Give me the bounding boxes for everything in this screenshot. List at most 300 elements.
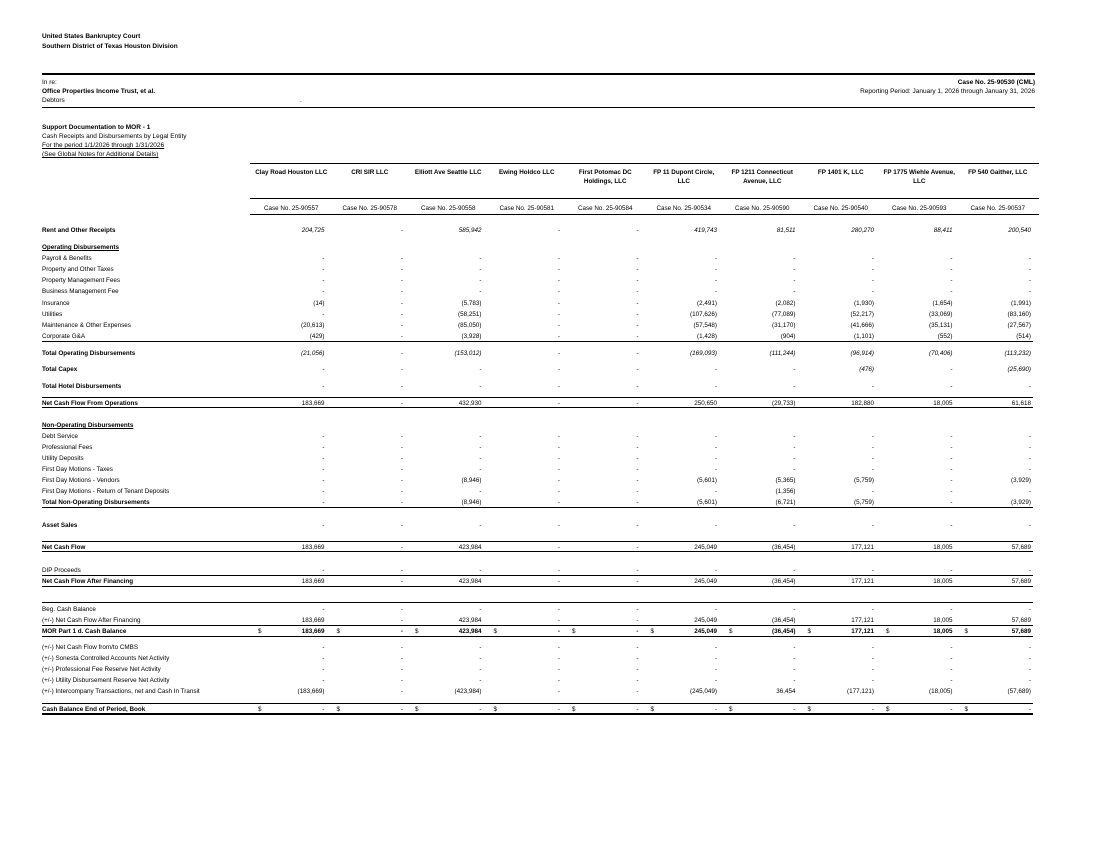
column-header-name: Ewing Holdco LLC [498, 169, 555, 176]
table-cell: 585,942 [458, 227, 482, 234]
currency-symbol: $ [493, 706, 498, 713]
table-cell: (2,082) [775, 300, 796, 307]
table-cell: - [1028, 383, 1031, 390]
table-cell: - [400, 300, 403, 307]
table-cell: (36,454) [772, 628, 796, 635]
table-rule [42, 602, 1033, 603]
table-cell: - [400, 666, 403, 673]
table-cell: - [950, 444, 953, 451]
table-cell: - [557, 455, 560, 462]
table-cell: - [793, 433, 796, 440]
table-cell: 177,121 [851, 544, 874, 551]
table-cell: - [636, 706, 639, 713]
table-cell: - [714, 706, 717, 713]
table-cell: - [950, 277, 953, 284]
table-cell: (423,984) [454, 688, 482, 695]
table-cell: (153,012) [454, 350, 482, 357]
table-cell: - [557, 628, 560, 635]
row-label: Professional Fees [42, 444, 93, 451]
table-cell: - [636, 488, 639, 495]
table-cell: - [400, 488, 403, 495]
table-cell: - [636, 277, 639, 284]
court-name: United States Bankruptcy Court [42, 33, 141, 40]
table-cell: 81,511 [776, 227, 796, 234]
table-cell: - [714, 433, 717, 440]
table-cell: - [479, 266, 482, 273]
row-label: First Day Motions - Return of Tenant Deposits [42, 488, 170, 495]
table-cell: (85,050) [458, 322, 482, 329]
table-cell: 245,049 [694, 578, 717, 585]
table-cell: (36,454) [772, 544, 796, 551]
table-cell: - [400, 400, 403, 407]
table-cell: - [871, 466, 874, 473]
table-cell: - [793, 666, 796, 673]
table-rule [42, 341, 1033, 342]
currency-symbol: $ [650, 628, 655, 635]
support-subtitle: Cash Receipts and Disbursements by Legal Entity [42, 133, 187, 140]
table-cell: - [793, 455, 796, 462]
table-cell: - [636, 383, 639, 390]
table-cell: - [636, 288, 639, 295]
table-cell: (1,654) [932, 300, 953, 307]
table-cell: (3,929) [1011, 499, 1031, 506]
table-cell: - [400, 706, 403, 713]
table-cell: 57,689 [1011, 628, 1031, 635]
table-cell: - [400, 277, 403, 284]
table-cell: - [557, 522, 560, 529]
table-cell: - [636, 522, 639, 529]
table-cell: 245,049 [694, 628, 717, 635]
table-cell: - [1028, 567, 1031, 574]
table-rule [42, 397, 1033, 398]
table-cell: - [400, 466, 403, 473]
in-re-label: In re: [42, 79, 57, 86]
table-cell: - [557, 466, 560, 473]
currency-symbol: $ [258, 628, 262, 635]
table-cell: - [950, 677, 953, 684]
table-cell: - [400, 433, 403, 440]
table-cell: - [479, 644, 482, 651]
table-cell: - [400, 644, 403, 651]
table-cell: - [793, 366, 796, 373]
table-cell: - [557, 677, 560, 684]
table-cell: - [479, 606, 482, 613]
table-cell: (96,914) [850, 350, 874, 357]
table-cell: - [1028, 455, 1031, 462]
column-header-name: FP 1211 Connecticut Avenue, LLC [731, 169, 793, 185]
table-cell: (904) [780, 333, 796, 340]
table-cell: - [557, 578, 560, 585]
table-cell: - [714, 444, 717, 451]
currency-symbol: $ [964, 706, 969, 713]
row-label: Property and Other Taxes [42, 266, 114, 273]
row-label: (+/-) Intercompany Transactions, net and Cash In Transit [42, 688, 200, 695]
table-cell: - [793, 677, 796, 684]
row-label: MOR Part 1 d. Cash Balance [42, 628, 127, 635]
table-cell: - [636, 567, 639, 574]
table-cell: 61,618 [1011, 400, 1031, 407]
column-header-name: Elliott Ave Seattle LLC [414, 169, 482, 176]
currency-symbol: $ [964, 628, 969, 635]
table-cell: - [871, 666, 874, 673]
table-cell: (1,101) [854, 333, 874, 340]
table-cell: 183,669 [301, 578, 325, 585]
table-cell: - [322, 488, 325, 495]
table-cell: - [714, 383, 717, 390]
table-cell: - [479, 288, 482, 295]
table-cell: 432,930 [458, 400, 482, 407]
table-cell: - [557, 383, 560, 390]
table-cell: - [1028, 644, 1031, 651]
table-cell: - [557, 350, 560, 357]
table-cell: (169,093) [690, 350, 717, 357]
table-cell: - [322, 477, 325, 484]
table-cell: - [636, 333, 639, 340]
table-cell: 200,540 [1008, 227, 1031, 234]
column-header-name: FP 540 Gaither, LLC [968, 169, 1028, 176]
table-cell: (1,356) [775, 488, 796, 495]
row-label: (+/-) Professional Fee Reserve Net Activity [42, 666, 161, 673]
table-cell: - [636, 606, 639, 613]
table-cell: 88,411 [933, 227, 953, 234]
table-cell: - [1028, 433, 1031, 440]
table-cell: 280,270 [851, 227, 874, 234]
table-cell: (5,365) [775, 477, 796, 484]
table-cell: - [636, 255, 639, 262]
table-cell: (2,491) [697, 300, 717, 307]
table-cell: (552) [937, 333, 953, 340]
table-cell: - [322, 444, 325, 451]
table-cell: - [557, 655, 560, 662]
row-label: Property Management Fees [42, 277, 121, 284]
table-cell: 204,725 [301, 227, 325, 234]
table-cell: - [322, 499, 325, 506]
table-cell: - [636, 350, 639, 357]
table-cell: - [400, 350, 403, 357]
table-cell: - [793, 277, 796, 284]
table-cell: (33,069) [929, 311, 953, 318]
table-cell: - [1028, 706, 1031, 713]
support-period: For the period 1/1/2026 through 1/31/2026 [42, 142, 165, 149]
table-cell: (5,601) [697, 477, 717, 484]
table-cell: 419,743 [694, 227, 717, 234]
debtors-label: Debtors [42, 97, 65, 104]
table-cell: - [714, 466, 717, 473]
table-cell: - [871, 677, 874, 684]
table-cell: - [479, 366, 482, 373]
table-cell: - [400, 444, 403, 451]
table-cell: - [400, 255, 403, 262]
table-cell: - [950, 383, 953, 390]
table-cell: - [400, 677, 403, 684]
table-cell: - [479, 655, 482, 662]
table-cell: - [557, 617, 560, 624]
column-header-case: Case No. 25-90593 [891, 205, 947, 212]
currency-symbol: $ [336, 628, 341, 635]
table-cell: - [636, 578, 639, 585]
table-cell: 423,984 [458, 617, 482, 624]
table-cell: - [871, 255, 874, 262]
table-cell: - [1028, 677, 1031, 684]
row-label: Corporate G&A [42, 333, 86, 340]
table-rule [42, 586, 1033, 587]
table-cell: - [400, 567, 403, 574]
table-rule [42, 636, 1033, 637]
row-label: Debt Service [42, 433, 79, 440]
table-cell: - [636, 466, 639, 473]
row-label: (+/-) Net Cash Flow After Financing [42, 617, 141, 624]
table-cell: - [636, 455, 639, 462]
table-cell: - [1028, 666, 1031, 673]
table-cell: - [636, 444, 639, 451]
table-rule [42, 575, 1033, 576]
table-cell: - [793, 706, 796, 713]
table-cell: - [871, 433, 874, 440]
table-cell: - [793, 644, 796, 651]
table-cell: - [400, 606, 403, 613]
table-cell: 18,005 [933, 617, 953, 624]
row-label: Net Cash Flow From Operations [42, 400, 138, 407]
row-label: (+/-) Sonesta Controlled Accounts Net Activity [42, 655, 170, 662]
table-cell: - [871, 655, 874, 662]
table-cell: - [557, 227, 560, 234]
cash-table [42, 0, 1042, 848]
column-header-case: Case No. 25-90540 [813, 205, 869, 212]
table-cell: - [636, 677, 639, 684]
table-cell: - [322, 706, 325, 713]
table-cell: (476) [859, 366, 874, 373]
table-cell: - [557, 277, 560, 284]
row-label: Total Hotel Disbursements [42, 383, 122, 390]
row-label: Utility Deposits [42, 455, 84, 462]
table-cell: - [871, 567, 874, 574]
table-cell: - [557, 433, 560, 440]
dot-mark: . [300, 97, 302, 104]
table-cell: - [950, 499, 953, 506]
row-label: Operating Disbursements [42, 244, 119, 251]
column-header-case: Case No. 25-90590 [734, 205, 790, 212]
table-cell: - [557, 706, 560, 713]
table-cell: - [793, 522, 796, 529]
table-cell: 18,005 [933, 544, 953, 551]
currency-symbol: $ [258, 706, 262, 713]
table-cell: - [557, 567, 560, 574]
table-cell: - [636, 688, 639, 695]
table-cell: - [871, 266, 874, 273]
row-label: Rent and Other Receipts [42, 227, 116, 234]
column-header-name: FP 1401 K, LLC [817, 169, 864, 176]
table-cell: - [400, 617, 403, 624]
table-cell: (57,689) [1007, 688, 1031, 695]
table-cell: - [793, 655, 796, 662]
table-cell: - [950, 288, 953, 295]
table-cell: - [400, 628, 403, 635]
table-cell: - [479, 488, 482, 495]
table-cell: - [557, 400, 560, 407]
table-cell: 177,121 [851, 628, 874, 635]
table-cell: - [950, 455, 953, 462]
table-cell: (36,454) [772, 578, 796, 585]
table-cell: - [557, 255, 560, 262]
table-cell: 177,121 [851, 578, 874, 585]
row-label: Net Cash Flow [42, 544, 86, 551]
table-cell: (111,244) [769, 350, 796, 357]
column-header-name: FP 11 Dupont Circle, LLC [653, 169, 715, 185]
currency-symbol: $ [415, 706, 419, 713]
table-cell: - [636, 366, 639, 373]
table-cell: - [400, 227, 403, 234]
table-cell: - [322, 311, 325, 318]
table-cell: (52,217) [850, 311, 874, 318]
table-cell: - [400, 322, 403, 329]
currency-symbol: $ [807, 706, 812, 713]
row-label: Insurance [42, 300, 70, 307]
table-cell: - [714, 567, 717, 574]
table-cell: - [557, 333, 560, 340]
table-cell: - [636, 499, 639, 506]
table-cell: - [714, 277, 717, 284]
table-rule [42, 541, 1033, 542]
table-cell: - [871, 522, 874, 529]
table-cell: - [1028, 288, 1031, 295]
row-label: Maintenance & Other Expenses [42, 322, 131, 329]
table-cell: - [322, 366, 325, 373]
table-cell: - [1028, 266, 1031, 273]
table-cell: - [322, 266, 325, 273]
table-cell: 245,049 [694, 617, 717, 624]
table-cell: (41,666) [850, 322, 874, 329]
row-label: Business Management Fee [42, 288, 119, 295]
table-cell: 57,689 [1011, 578, 1031, 585]
row-label: Total Non-Operating Disbursements [42, 499, 150, 506]
table-cell: - [950, 522, 953, 529]
table-cell: - [322, 666, 325, 673]
table-cell: - [400, 311, 403, 318]
debtor-name: Office Properties Income Trust, et al. [42, 88, 156, 95]
row-label: Total Operating Disbursements [42, 350, 136, 357]
table-cell: 18,005 [933, 628, 953, 635]
column-header-case: Case No. 25-90558 [420, 205, 476, 212]
column-header-top-rule [250, 163, 1039, 164]
currency-symbol: $ [415, 628, 419, 635]
table-cell: 423,984 [458, 544, 482, 551]
row-label: Non-Operating Disbursements [42, 422, 134, 429]
row-label: Utilities [42, 311, 63, 318]
table-cell: - [557, 322, 560, 329]
table-cell: (3,928) [461, 333, 482, 340]
row-label: Payroll & Benefits [42, 255, 92, 262]
table-cell: - [636, 477, 639, 484]
table-cell: - [322, 644, 325, 651]
table-cell: (113,232) [1004, 350, 1031, 357]
table-cell: - [557, 606, 560, 613]
table-cell: - [479, 277, 482, 284]
table-cell: 423,984 [458, 628, 482, 635]
table-cell: - [557, 311, 560, 318]
table-cell: (177,121) [847, 688, 874, 695]
table-cell: - [871, 644, 874, 651]
table-cell: (35,131) [929, 322, 953, 329]
table-cell: - [322, 522, 325, 529]
table-cell: - [950, 255, 953, 262]
table-cell: - [871, 606, 874, 613]
table-cell: - [714, 488, 717, 495]
case-number: Case No. 25-90530 (CML) [957, 79, 1035, 86]
court-division: Southern District of Texas Houston Division [42, 43, 178, 50]
table-cell: - [479, 383, 482, 390]
table-cell: (14) [313, 300, 325, 307]
table-cell: - [400, 578, 403, 585]
table-cell: - [479, 433, 482, 440]
table-cell: - [950, 655, 953, 662]
table-cell: - [871, 706, 874, 713]
table-cell: - [950, 366, 953, 373]
currency-symbol: $ [336, 706, 341, 713]
table-cell: (27,567) [1007, 322, 1031, 329]
row-label: Total Capex [42, 366, 78, 373]
table-cell: - [1028, 255, 1031, 262]
table-cell: 183,669 [301, 628, 325, 635]
table-cell: - [1028, 488, 1031, 495]
table-cell: (20,613) [301, 322, 325, 329]
table-cell: - [714, 655, 717, 662]
column-header-name: CRI SIR LLC [351, 169, 389, 176]
column-header-name: FP 1775 Wiehle Avenue, LLC [883, 169, 955, 185]
table-cell: - [793, 288, 796, 295]
table-cell: 57,689 [1011, 544, 1031, 551]
table-cell: - [714, 522, 717, 529]
column-header-rule [250, 198, 1039, 199]
table-cell: - [1028, 655, 1031, 662]
table-cell: - [400, 499, 403, 506]
table-cell: - [793, 255, 796, 262]
table-cell: - [322, 606, 325, 613]
currency-symbol: $ [729, 628, 733, 635]
table-cell: - [322, 466, 325, 473]
table-cell: - [714, 255, 717, 262]
column-header-case: Case No. 25-90557 [263, 205, 319, 212]
table-cell: - [636, 266, 639, 273]
currency-symbol: $ [493, 628, 498, 635]
currency-symbol: $ [886, 628, 890, 635]
table-cell: - [479, 444, 482, 451]
table-cell: - [479, 567, 482, 574]
table-cell: (18,005) [929, 688, 953, 695]
table-cell: 245,049 [694, 544, 717, 551]
row-label: Net Cash Flow After Financing [42, 578, 134, 585]
table-cell: - [950, 488, 953, 495]
table-cell: - [793, 567, 796, 574]
table-cell: 250,650 [694, 400, 717, 407]
table-cell: - [322, 433, 325, 440]
table-cell: - [557, 300, 560, 307]
table-cell: (5,759) [854, 477, 874, 484]
table-cell: (70,406) [929, 350, 953, 357]
table-cell: (5,601) [697, 499, 717, 506]
table-cell: - [950, 567, 953, 574]
table-cell: - [400, 383, 403, 390]
table-cell: - [322, 255, 325, 262]
table-cell: (8,946) [461, 499, 482, 506]
table-cell: - [950, 706, 953, 713]
table-cell: - [400, 477, 403, 484]
table-rule [42, 703, 1033, 704]
table-cell: - [793, 606, 796, 613]
table-cell: - [400, 688, 403, 695]
table-cell: - [400, 544, 403, 551]
table-cell: - [636, 644, 639, 651]
table-cell: - [950, 644, 953, 651]
